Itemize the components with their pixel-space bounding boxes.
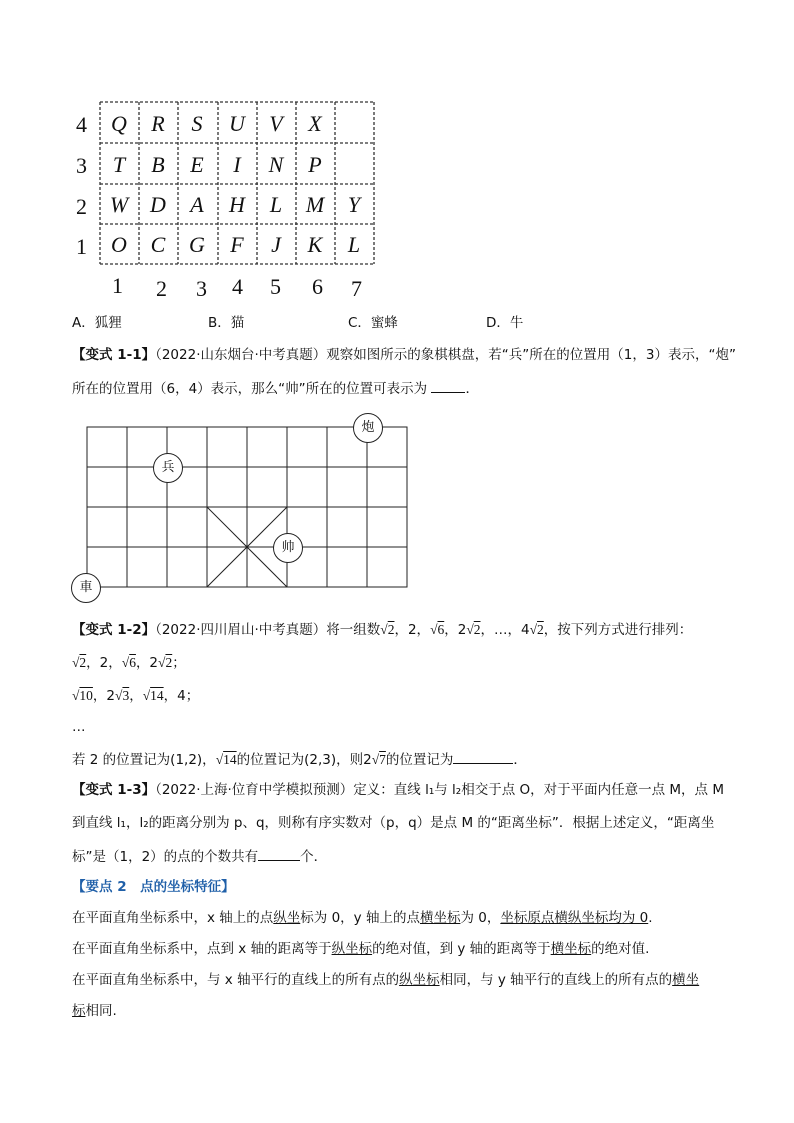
q13-text: （2022·上海·位育中学模拟预测）定义：直线 l₁与 l₂相交于点 O，对于平面内任意一点 M，点 M <box>155 782 724 798</box>
radicand: 3 <box>122 688 130 703</box>
q13-line2: 到直线 l₁，l₂的距离分别为 p、q，则称有序实数对（p，q）是点 M 的“距离坐标”．根据上述定义，“距离坐 <box>72 815 715 831</box>
grid-cell: L <box>269 192 283 217</box>
q12-tag: 【变式 1-2】 <box>72 622 156 638</box>
choice-d[interactable]: D．牛 <box>486 315 524 331</box>
q12-ellipsis: … <box>72 719 86 735</box>
grid-cell: Y <box>347 192 361 217</box>
radicand: 2 <box>473 622 481 637</box>
col-label: 2 <box>156 276 167 301</box>
sqrt-icon: √ <box>466 622 474 637</box>
answer-blank[interactable] <box>431 378 465 393</box>
radicand: 2 <box>79 655 87 670</box>
col-label: 5 <box>270 274 281 299</box>
chess-piece-bing: 兵 <box>153 453 183 483</box>
kp-underlined: 标 <box>72 1003 86 1019</box>
q12-text: 的位置记为(2,3)，则2 <box>236 752 372 768</box>
col-label: 3 <box>196 276 207 301</box>
grid-cell: D <box>150 192 166 217</box>
q13-line3 <box>72 846 327 867</box>
answer-blank[interactable] <box>453 749 513 764</box>
sqrt-icon: √ <box>121 655 130 670</box>
kp-text: 在平面直角坐标系中，与 x 轴平行的直线上的所有点的 <box>72 972 400 988</box>
q11-line1 <box>72 345 736 365</box>
grid-cell: B <box>151 152 165 177</box>
keypoint-title: 【要点 2 点的坐标特征】 <box>72 879 235 895</box>
grid-cell: K <box>307 232 323 257</box>
q12-text: ，2 <box>135 655 159 671</box>
row-label: 4 <box>76 112 87 137</box>
grid-cell: J <box>271 232 281 257</box>
q12-row2 <box>72 686 199 706</box>
grid-cell: I <box>233 152 241 177</box>
grid-cell: E <box>190 152 204 177</box>
grid-cell: L <box>347 232 361 257</box>
kp-underlined: 横坐标 <box>419 910 461 926</box>
sqrt-icon: √ <box>380 622 388 637</box>
radicand: 2 <box>165 655 173 670</box>
q12-text: ，2 <box>92 688 116 704</box>
grid-cell: V <box>269 111 283 136</box>
q12-text: ，4； <box>163 688 200 704</box>
keypoint-p4 <box>72 1001 117 1021</box>
q12-line1 <box>72 620 692 640</box>
q12-text: ，2， <box>86 655 122 671</box>
q11-line2 <box>72 378 479 399</box>
q11-text: （2022·山东烟台·中考真题）观察如图所示的象棋棋盘，若“兵”所在的位置用（1，3）表示，“炮” <box>155 347 736 363</box>
kp-text: 的绝对值. <box>591 941 650 957</box>
q12-text: ，按下列方式进行排列： <box>543 622 693 638</box>
sqrt-icon: √ <box>72 688 80 703</box>
grid-cell: P <box>308 152 322 177</box>
grid-cell: T <box>112 152 126 177</box>
kp-text: 在平面直角坐标系中，x 轴上的点 <box>72 910 274 926</box>
q12-text: （2022·四川眉山·中考真题）将一组数 <box>155 622 381 638</box>
choice-c[interactable]: C．蜜蜂 <box>348 315 398 331</box>
radicand: 6 <box>129 655 136 670</box>
grid-cell: Q <box>111 111 127 136</box>
kp-text: 相同，与 y 轴平行的直线上的所有点的 <box>439 972 673 988</box>
q12-last <box>72 749 527 770</box>
q12-text: ，…，4 <box>480 622 530 638</box>
grid-cell: M <box>305 192 325 217</box>
sqrt-icon: √ <box>371 752 380 767</box>
choice-b[interactable]: B．猫 <box>208 315 245 331</box>
kp-underlined: 纵坐标 <box>399 972 440 988</box>
kp-text: 为 0， <box>460 910 501 926</box>
kp-text: . <box>648 910 653 926</box>
letter-grid <box>70 98 380 301</box>
row-label: 3 <box>76 153 87 178</box>
radicand: 14 <box>223 752 237 767</box>
radicand: 6 <box>437 622 445 637</box>
q13-line1 <box>72 780 724 800</box>
col-label: 1 <box>112 273 123 298</box>
grid-cell: R <box>151 111 165 136</box>
sqrt-icon: √ <box>142 688 151 703</box>
sqrt-icon: √ <box>158 655 166 670</box>
q12-text: ； <box>172 655 186 671</box>
sqrt-icon: √ <box>529 622 538 637</box>
col-label: 4 <box>232 274 243 299</box>
kp-underlined: 坐标原点横纵坐标均为 0 <box>500 910 649 926</box>
kp-underlined: 横坐 <box>672 972 700 988</box>
radicand: 14 <box>150 688 164 703</box>
row-label: 2 <box>76 194 87 219</box>
kp-underlined: 纵坐标 <box>331 941 373 957</box>
grid-cell: U <box>229 111 245 136</box>
q12-text: 的位置记为 <box>385 752 454 768</box>
grid-cell: G <box>189 232 205 257</box>
kp-text: 在平面直角坐标系中，点到 x 轴的距离等于 <box>72 941 332 957</box>
sqrt-icon: √ <box>115 688 123 703</box>
q12-text: 若 2 的位置记为(1,2)， <box>72 752 216 768</box>
radicand: 2 <box>537 622 544 637</box>
sqrt-icon: √ <box>215 752 224 767</box>
sqrt-icon: √ <box>72 655 80 670</box>
q13-tag: 【变式 1-3】 <box>72 782 156 798</box>
q12-text: ， <box>129 688 143 704</box>
grid-cell: A <box>190 192 204 217</box>
sqrt-icon: √ <box>430 622 438 637</box>
q13-text: 个． <box>300 849 328 865</box>
choice-a[interactable]: A．狐狸 <box>72 315 122 331</box>
radicand: 2 <box>387 622 395 637</box>
col-label: 7 <box>351 276 362 301</box>
q11-end: ． <box>465 381 479 397</box>
grid-cell: N <box>268 152 284 177</box>
grid-cell: W <box>109 192 129 217</box>
answer-blank[interactable] <box>258 846 300 861</box>
chess-piece-ju: 車 <box>71 573 101 603</box>
grid-cell: X <box>308 111 322 136</box>
grid-cell: H <box>229 192 245 217</box>
grid-cell: S <box>191 111 203 136</box>
kp-text: 相同. <box>85 1003 117 1019</box>
q12-end: ． <box>513 752 527 768</box>
kp-text: 的绝对值，到 y 轴的距离等于 <box>372 941 551 957</box>
keypoint-p1 <box>72 908 653 928</box>
chess-piece-shuai: 帅 <box>273 533 303 563</box>
grid-cell: F <box>230 232 244 257</box>
q12-text: ，2， <box>394 622 431 638</box>
keypoint-p2 <box>72 939 649 959</box>
grid-cell: C <box>150 232 166 257</box>
row-label: 1 <box>76 234 87 259</box>
radicand: 7 <box>379 752 386 767</box>
q13-text: 标”是（1，2）的点的个数共有 <box>72 849 259 865</box>
keypoint-p3 <box>72 970 699 990</box>
q11-tag: 【变式 1-1】 <box>72 347 156 363</box>
q11-text2: 所在的位置用（6，4）表示，那么“帅”所在的位置可表示为 <box>72 381 428 397</box>
radicand: 10 <box>79 688 93 703</box>
kp-underlined: 纵坐 <box>273 910 301 926</box>
grid-cell: O <box>111 232 127 257</box>
col-label: 6 <box>312 274 323 299</box>
kp-text: 标为 0，y 轴上的点 <box>300 910 420 926</box>
chess-piece-pao: 炮 <box>353 413 383 443</box>
q12-row1 <box>72 653 186 673</box>
q12-text: ，2 <box>444 622 467 638</box>
kp-underlined: 横坐标 <box>550 941 592 957</box>
